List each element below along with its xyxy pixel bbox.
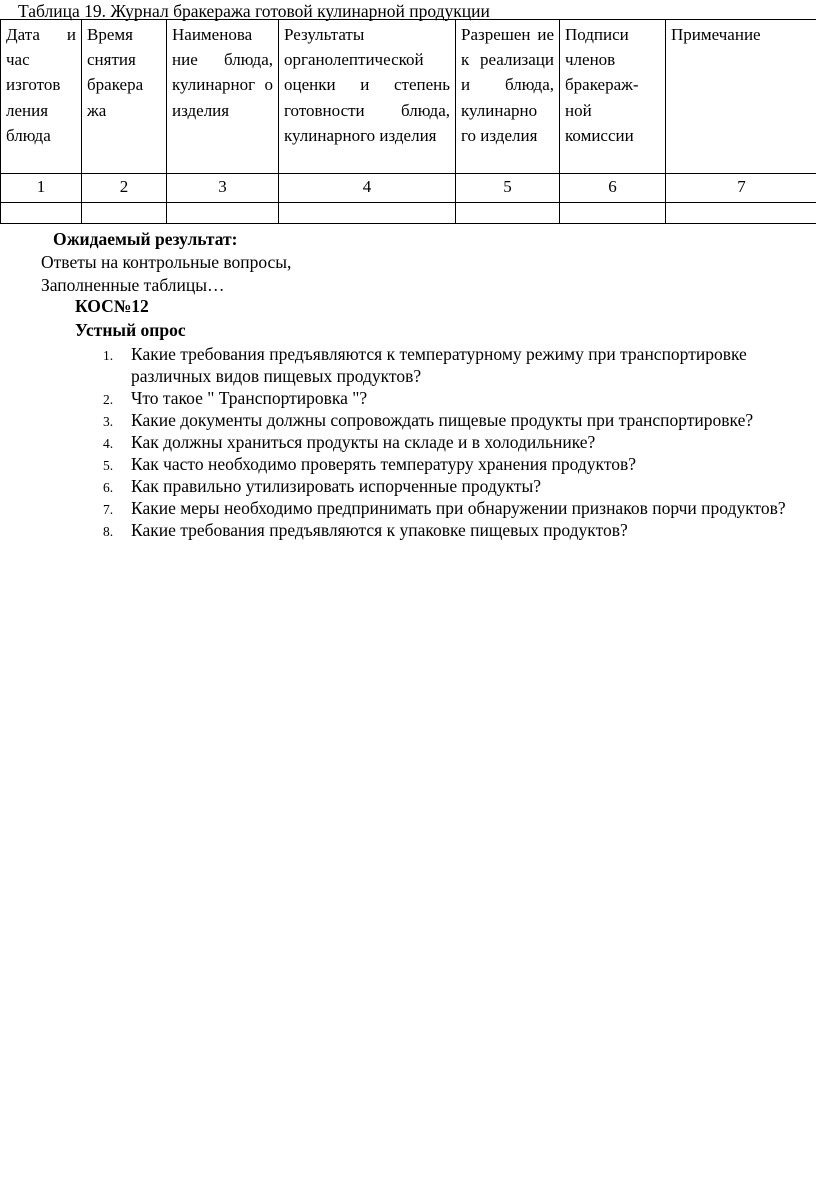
question-number: 3.: [103, 414, 114, 429]
question-text: Как должны храниться продукты на складе и в холодильнике?: [131, 432, 596, 452]
column-number: 6: [560, 174, 666, 203]
question-number: 1.: [103, 348, 114, 363]
question-item: [0, 409, 816, 431]
expected-result-heading: Ожидаемый результат:: [53, 229, 238, 249]
header-evaluation-results: Результаты органолептической оценки и степень готовности блюда, кулинарного изделия: [279, 20, 456, 174]
column-number: 7: [666, 174, 816, 203]
question-item: [0, 387, 816, 409]
expected-result-line-tables: Заполненные таблицы…: [41, 275, 225, 295]
column-number: 1: [1, 174, 82, 203]
question-item: [0, 431, 816, 453]
question-number: 8.: [103, 524, 114, 539]
table-number-row: [1, 174, 816, 203]
empty-cell: [560, 203, 666, 224]
empty-cell: [456, 203, 560, 224]
empty-cell: [666, 203, 816, 224]
header-commission-signatures: Подписи членов бракераж-ной комиссии: [560, 20, 666, 174]
question-text: Как часто необходимо проверять температуру хранения продуктов?: [131, 454, 637, 474]
table-empty-row: [1, 203, 816, 224]
question-number: 6.: [103, 480, 114, 495]
question-text: Какие меры необходимо предпринимать при обнаружении признаков порчи продуктов?: [131, 498, 786, 518]
question-item: [0, 497, 816, 519]
empty-cell: [82, 203, 167, 224]
empty-cell: [167, 203, 279, 224]
question-item: [0, 475, 816, 497]
question-number: 7.: [103, 502, 114, 517]
question-item: [0, 343, 816, 387]
question-item: [0, 519, 816, 541]
question-number: 4.: [103, 436, 114, 451]
header-dish-name: Наименова ние блюда, кулинарног о изделия: [167, 20, 279, 174]
column-number: 5: [456, 174, 560, 203]
oral-survey-heading: Устный опрос: [75, 320, 186, 340]
empty-cell: [1, 203, 82, 224]
question-text: Какие требования предъявляются к упаковке пищевых продуктов?: [131, 520, 628, 540]
question-number: 5.: [103, 458, 114, 473]
header-sale-permission: Разрешен ие к реализаци и блюда, кулинарно го изделия: [456, 20, 560, 174]
expected-result-line-answers: Ответы на контрольные вопросы,: [41, 252, 292, 272]
header-date-time: Дата и час изготов ления блюда: [1, 20, 82, 174]
question-text: Какие документы должны сопровождать пищевые продукты при транспортировке?: [131, 410, 754, 430]
table-header-row: [1, 20, 816, 174]
header-note: Примечание: [666, 20, 816, 174]
kos-title: КОС№12: [75, 296, 149, 316]
column-number: 3: [167, 174, 279, 203]
question-item: [0, 453, 816, 475]
header-removal-time: Время снятия бракера жа: [82, 20, 167, 174]
rejection-journal-table: [0, 19, 816, 224]
question-number: 2.: [103, 392, 114, 407]
empty-cell: [279, 203, 456, 224]
table-caption: Таблица 19. Журнал бракеража готовой кулинарной продукции: [18, 1, 490, 21]
column-number: 4: [279, 174, 456, 203]
question-text: Что такое " Транспортировка "?: [131, 388, 368, 408]
column-number: 2: [82, 174, 167, 203]
question-text: Как правильно утилизировать испорченные продукты?: [131, 476, 542, 496]
question-text: Какие требования предъявляются к температурному режиму при транспортировке различных видов пищевых продуктов?: [131, 344, 747, 386]
question-list: [0, 343, 816, 541]
